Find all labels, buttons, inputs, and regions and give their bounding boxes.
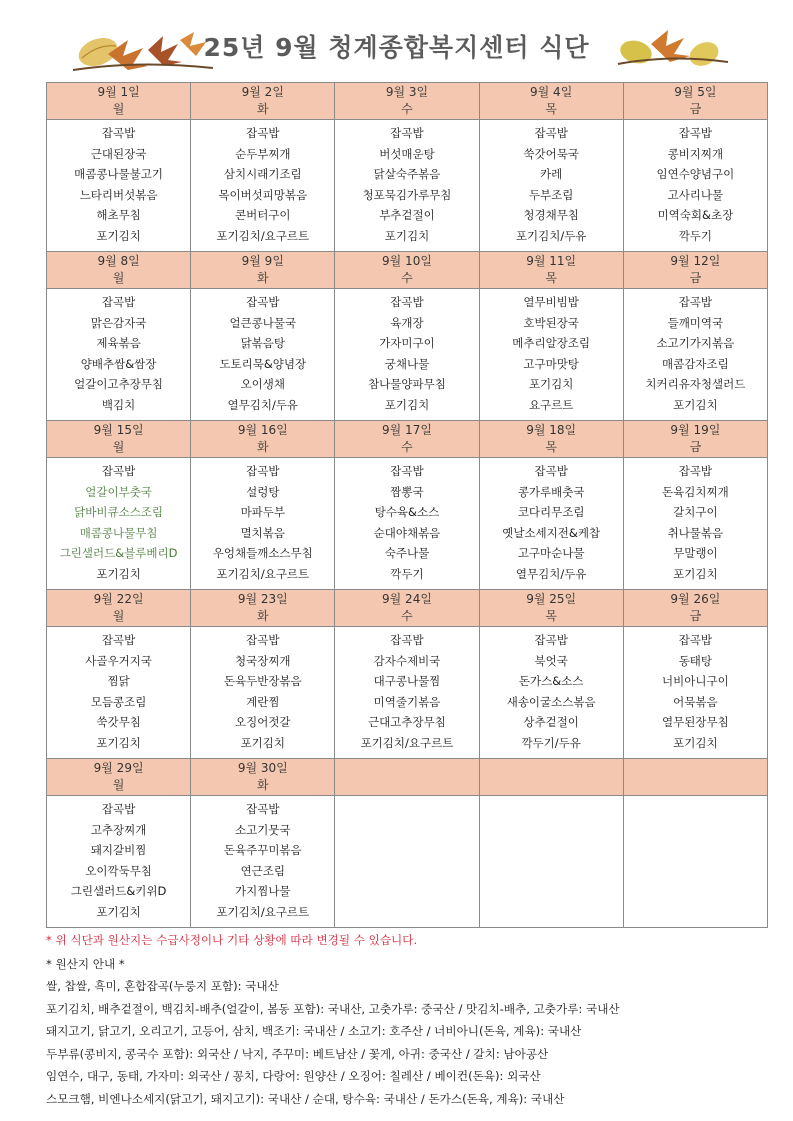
dish-item: 포기김치	[673, 566, 718, 581]
day-date: 9월 9일	[241, 254, 284, 268]
dish-item: 목이버섯피망볶음	[218, 187, 308, 202]
dish-item: 그린샐러드&블루베리D	[59, 546, 178, 561]
day-header-cell	[191, 590, 335, 627]
dish-item: 탕수육&소스	[374, 505, 440, 520]
dish-item: 마파두부	[240, 505, 285, 520]
day-menu-cell	[47, 796, 191, 928]
dish-item: 동태탕	[678, 653, 713, 668]
dish-item: 삼치시래기조림	[223, 167, 302, 182]
dish-item: 버섯매운탕	[379, 146, 435, 161]
dish-item: 잡곡밥	[101, 126, 136, 140]
day-header-row	[47, 421, 768, 458]
day-menu-cell	[191, 627, 335, 759]
day-menu-cell	[623, 458, 767, 590]
dish-item: 청국장찌개	[235, 653, 291, 668]
day-date: 9월 22일	[93, 592, 144, 606]
day-menu-cell	[479, 627, 623, 759]
day-date: 9월 2일	[241, 85, 284, 99]
day-menu-cell	[191, 458, 335, 590]
dish-item: 대구콩나물찜	[373, 674, 441, 689]
dish-item: 양배추쌈&쌈장	[80, 356, 157, 371]
dish-item: 연근조림	[240, 863, 285, 878]
dish-item: 포기김치/두유	[515, 228, 587, 243]
empty-header-cell	[335, 759, 479, 796]
dish-item: 매콤콩나물무침	[79, 525, 158, 540]
day-header-cell	[191, 421, 335, 458]
dish-item: 잡곡밥	[534, 464, 568, 478]
dish-item: 잡곡밥	[534, 126, 568, 140]
dish-item: 콩비지찌개	[667, 146, 724, 161]
day-menu-cell	[191, 289, 335, 421]
day-menu-row	[47, 627, 768, 759]
origin-line: 돼지고기, 닭고기, 오리고기, 고등어, 삼치, 백조기: 국내산 / 소고기: 호주산 / 너비아니(돈육, 계육): 국내산	[46, 1024, 582, 1038]
dish-item: 돈가스&소스	[518, 674, 584, 689]
dish-item: 갈치구이	[673, 505, 718, 520]
dish-item: 소고기가지볶음	[656, 336, 735, 351]
dish-item: 잡곡밥	[390, 464, 424, 478]
dish-item: 멸치볶음	[240, 525, 285, 540]
empty-header-cell	[623, 759, 767, 796]
day-of-week: 수	[401, 102, 413, 116]
dish-item: 옛날소세지전&케찹	[502, 525, 601, 540]
dish-item: 숙주나물	[384, 546, 430, 561]
dish-item: 깍두기	[390, 566, 424, 581]
day-header-cell	[623, 83, 767, 120]
day-date: 9월 29일	[93, 761, 144, 775]
dish-item: 고추장찌개	[90, 822, 147, 837]
day-of-week: 금	[689, 440, 702, 454]
dish-item: 포기김치	[96, 566, 141, 581]
page-header	[0, 22, 793, 72]
dish-item: 도토리묵&양념장	[219, 356, 307, 371]
day-date: 9월 25일	[526, 592, 577, 606]
dish-item: 매콤감자조림	[662, 356, 729, 371]
day-of-week: 금	[689, 271, 702, 285]
day-of-week: 목	[545, 440, 557, 454]
day-header-cell	[479, 83, 623, 120]
day-date: 9월 26일	[670, 592, 721, 606]
dish-item: 열무김치/두유	[227, 397, 299, 412]
day-date: 9월 15일	[93, 423, 144, 437]
day-header-cell	[191, 83, 335, 120]
dish-item: 근대된장국	[90, 146, 147, 161]
empty-menu-cell	[623, 796, 767, 928]
day-of-week: 금	[689, 609, 702, 623]
dish-item: 우엉채들깨소스무침	[212, 546, 313, 561]
dish-item: 코다리무조림	[517, 505, 585, 520]
dish-item: 포기김치/요구르트	[216, 904, 310, 919]
dish-item: 얼큰콩나물국	[229, 315, 297, 330]
day-of-week: 월	[112, 440, 125, 454]
day-header-cell	[191, 252, 335, 289]
dish-item: 오이깍둑무침	[85, 863, 152, 878]
day-menu-cell	[47, 120, 191, 252]
dish-item: 잡곡밥	[390, 126, 424, 140]
dish-item: 임연수양념구이	[656, 167, 735, 182]
dish-item: 잡곡밥	[390, 633, 424, 647]
dish-item: 가자미구이	[379, 336, 435, 351]
dish-item: 포기김치/요구르트	[216, 228, 310, 243]
dish-item: 감자수제비국	[373, 653, 441, 668]
dish-item: 얼갈이부춧국	[85, 484, 152, 499]
dish-item: 근대고추장무침	[368, 715, 446, 730]
empty-menu-cell	[479, 796, 623, 928]
day-menu-cell	[623, 627, 767, 759]
day-header-row	[47, 83, 768, 120]
dish-item: 새송이굴소스볶음	[506, 694, 596, 709]
day-header-row	[47, 590, 768, 627]
day-menu-cell	[191, 796, 335, 928]
day-header-cell	[47, 590, 191, 627]
day-header-row	[47, 252, 768, 289]
day-of-week: 목	[545, 609, 557, 623]
day-of-week: 화	[256, 440, 269, 454]
dish-item: 잡곡밥	[534, 633, 568, 647]
dish-item: 포기김치/요구르트	[360, 735, 454, 750]
dish-item: 호박된장국	[523, 315, 579, 330]
dish-item: 그린샐러드&키위D	[70, 884, 167, 899]
day-header-cell	[335, 590, 479, 627]
day-menu-cell	[47, 458, 191, 590]
dish-item: 잡곡밥	[246, 633, 280, 647]
day-of-week: 수	[401, 609, 413, 623]
meal-plan-table	[46, 82, 768, 928]
dish-item: 사골우거지국	[85, 653, 152, 668]
dish-item: 고구마순나물	[517, 546, 585, 561]
dish-item: 포기김치	[96, 735, 141, 750]
day-date: 9월 3일	[385, 85, 429, 99]
day-of-week: 월	[112, 778, 125, 792]
day-date: 9월 23일	[237, 592, 288, 606]
dish-item: 무말랭이	[673, 546, 718, 561]
day-header-cell	[47, 83, 191, 120]
day-of-week: 월	[112, 271, 125, 285]
dish-item: 닭볶음탕	[240, 336, 285, 351]
dish-item: 백김치	[101, 397, 136, 412]
day-of-week: 목	[545, 102, 557, 116]
day-menu-cell	[47, 627, 191, 759]
day-header-cell	[335, 252, 479, 289]
dish-item: 열무된장무침	[662, 715, 729, 730]
day-header-cell	[47, 759, 191, 796]
autumn-leaves-right-icon	[616, 24, 731, 74]
dish-item: 제육볶음	[96, 336, 141, 351]
day-header-cell	[47, 252, 191, 289]
day-menu-cell	[191, 120, 335, 252]
dish-item: 참나물양파무침	[368, 377, 446, 392]
dish-item: 해초무침	[96, 208, 141, 223]
dish-item: 포기김치	[96, 904, 141, 919]
dish-item: 포기김치	[528, 377, 574, 392]
day-date: 9월 11일	[526, 254, 577, 268]
dish-item: 잡곡밥	[678, 126, 713, 140]
day-date: 9월 24일	[382, 592, 432, 606]
day-date: 9월 8일	[97, 254, 140, 268]
day-date: 9월 12일	[670, 254, 721, 268]
day-header-cell	[335, 83, 479, 120]
day-menu-cell	[335, 458, 479, 590]
day-date: 9월 1일	[97, 85, 140, 99]
dish-item: 가지찜나물	[235, 884, 291, 899]
dish-item: 매콤콩나물불고기	[74, 167, 164, 182]
dish-item: 깍두기	[678, 228, 713, 243]
day-menu-cell	[335, 120, 479, 252]
day-of-week: 화	[256, 609, 269, 623]
dish-item: 깍두기/두유	[521, 735, 581, 750]
dish-item: 맑은감자국	[90, 315, 147, 330]
day-of-week: 수	[401, 440, 413, 454]
origin-line: 임연수, 대구, 동태, 가자미: 외국산 / 꽁치, 다랑어: 원양산 / 오징어: 칠레산 / 베이컨(돈육): 외국산	[46, 1069, 541, 1083]
day-header-cell	[623, 252, 767, 289]
dish-item: 들깨미역국	[667, 315, 724, 330]
dish-item: 미역숙회&초장	[657, 208, 734, 223]
dish-item: 잡곡밥	[101, 633, 136, 647]
dish-item: 부추겉절이	[379, 208, 435, 223]
day-header-cell	[191, 759, 335, 796]
dish-item: 순대야채볶음	[373, 525, 441, 540]
day-date: 9월 30일	[237, 761, 288, 775]
dish-item: 잡곡밥	[678, 295, 713, 309]
day-menu-row	[47, 120, 768, 252]
origin-line: 두부류(콩비지, 콩국수 포함): 외국산 / 낙지, 주꾸미: 베트남산 / 꽃게, 아귀: 중국산 / 갈치: 남아공산	[46, 1046, 549, 1061]
dish-item: 북엇국	[534, 653, 568, 668]
day-of-week: 화	[256, 778, 269, 792]
dish-item: 너비아니구이	[662, 674, 729, 689]
dish-item: 어묵볶음	[673, 694, 718, 709]
day-menu-cell	[623, 120, 767, 252]
day-menu-cell	[623, 289, 767, 421]
dish-item: 청경채무침	[523, 208, 579, 223]
dish-item: 돈육김치찌개	[662, 484, 729, 499]
day-of-week: 목	[545, 271, 557, 285]
dish-item: 오징어젓갈	[235, 715, 291, 730]
day-header-cell	[335, 421, 479, 458]
day-date: 9월 16일	[237, 423, 288, 437]
day-menu-cell	[479, 120, 623, 252]
dish-item: 요구르트	[528, 397, 574, 412]
day-of-week: 금	[689, 102, 702, 116]
dish-item: 두부조림	[528, 187, 574, 202]
empty-menu-cell	[335, 796, 479, 928]
dish-item: 청포묵김가루무침	[362, 187, 452, 202]
dish-item: 잡곡밥	[246, 295, 280, 309]
day-menu-row	[47, 289, 768, 421]
dish-item: 포기김치	[384, 397, 430, 412]
day-header-cell	[479, 421, 623, 458]
dish-item: 닭바비큐소스조림	[74, 505, 164, 520]
dish-item: 포기김치	[673, 397, 718, 412]
day-menu-cell	[479, 458, 623, 590]
dish-item: 카레	[540, 167, 563, 182]
dish-item: 잡곡밥	[101, 295, 136, 309]
dish-item: 잡곡밥	[246, 126, 280, 140]
day-of-week: 수	[401, 271, 413, 285]
day-date: 9월 4일	[530, 85, 573, 99]
notes-section	[46, 930, 768, 1110]
day-of-week: 월	[112, 102, 125, 116]
empty-header-cell	[479, 759, 623, 796]
dish-item: 메추리알장조림	[512, 336, 591, 351]
dish-item: 잡곡밥	[101, 464, 136, 478]
origin-title: * 원산지 안내 *	[46, 957, 125, 971]
day-header-cell	[623, 590, 767, 627]
change-notice: * 위 식단과 원산지는 수급사정이나 기타 상황에 따라 변경될 수 있습니다.	[46, 933, 418, 947]
dish-item: 치커리유자청샐러드	[645, 377, 746, 392]
dish-item: 찜닭	[107, 674, 130, 689]
day-of-week: 화	[256, 102, 269, 116]
dish-item: 포기김치	[96, 228, 141, 243]
dish-item: 잡곡밥	[101, 802, 136, 816]
day-date: 9월 19일	[670, 423, 721, 437]
day-date: 9월 10일	[382, 254, 432, 268]
dish-item: 닭살숙주볶음	[373, 167, 441, 182]
dish-item: 느타리버섯볶음	[79, 187, 158, 202]
origin-line: 포기김치, 배추겉절이, 백김치-배추(얼갈이, 봄동 포함): 국내산, 고춧가루: 중국산 / 맛김치-배추, 고춧가루: 국내산	[46, 1001, 620, 1016]
dish-item: 모듬콩조림	[90, 694, 147, 709]
day-menu-row	[47, 796, 768, 928]
day-menu-cell	[479, 289, 623, 421]
dish-item: 열무비빔밥	[523, 295, 579, 309]
dish-item: 계란찜	[246, 694, 280, 709]
day-menu-cell	[335, 627, 479, 759]
dish-item: 잡곡밥	[246, 802, 280, 816]
dish-item: 고사리나물	[667, 187, 724, 202]
day-of-week: 월	[112, 609, 125, 623]
dish-item: 쑥갓어묵국	[523, 146, 579, 161]
dish-item: 콘버터구이	[235, 208, 291, 223]
dish-item: 육개장	[390, 315, 424, 330]
dish-item: 상추겉절이	[523, 715, 579, 730]
dish-item: 잡곡밥	[678, 464, 713, 478]
day-header-cell	[623, 421, 767, 458]
dish-item: 고구마맛탕	[523, 356, 579, 371]
dish-item: 짬뽕국	[390, 484, 424, 499]
day-menu-row	[47, 458, 768, 590]
dish-item: 잡곡밥	[246, 464, 280, 478]
dish-item: 소고기뭇국	[235, 822, 291, 837]
dish-item: 포기김치/요구르트	[216, 566, 310, 581]
day-date: 9월 17일	[382, 423, 432, 437]
dish-item: 포기김치	[384, 228, 430, 243]
dish-item: 미역줄기볶음	[373, 694, 441, 709]
day-date: 9월 18일	[526, 423, 577, 437]
dish-item: 포기김치	[240, 735, 285, 750]
dish-item: 잡곡밥	[678, 633, 713, 647]
dish-item: 얼갈이고추장무침	[74, 377, 164, 392]
day-header-cell	[47, 421, 191, 458]
day-date: 9월 5일	[674, 85, 717, 99]
dish-item: 돼지갈비찜	[90, 843, 147, 858]
dish-item: 열무김치/두유	[515, 566, 587, 581]
dish-item: 순두부찌개	[235, 146, 291, 161]
day-header-cell	[479, 590, 623, 627]
dish-item: 돈육주꾸미볶음	[223, 843, 302, 858]
page-title: 25년 9월 청계종합복지센터 식단	[203, 33, 590, 62]
day-header-cell	[479, 252, 623, 289]
day-menu-cell	[47, 289, 191, 421]
day-header-row	[47, 759, 768, 796]
dish-item: 콩가루배춧국	[517, 484, 585, 499]
origin-line: 스모크햄, 비엔나소세지(닭고기, 돼지고기): 국내산 / 순대, 탕수육: 국내산 / 돈가스(돈육, 계육): 국내산	[46, 1091, 565, 1106]
dish-item: 설렁탕	[246, 484, 280, 499]
dish-item: 오이생채	[240, 377, 285, 392]
dish-item: 잡곡밥	[390, 295, 424, 309]
dish-item: 포기김치	[673, 735, 718, 750]
day-menu-cell	[335, 289, 479, 421]
day-of-week: 화	[256, 271, 269, 285]
origin-line: 쌀, 찹쌀, 흑미, 혼합잡곡(누룽지 포함): 국내산	[46, 979, 279, 993]
dish-item: 궁채나물	[384, 356, 430, 371]
dish-item: 취나물볶음	[667, 525, 724, 540]
dish-item: 돈육두반장볶음	[223, 674, 302, 689]
dish-item: 쑥갓무침	[96, 715, 141, 730]
